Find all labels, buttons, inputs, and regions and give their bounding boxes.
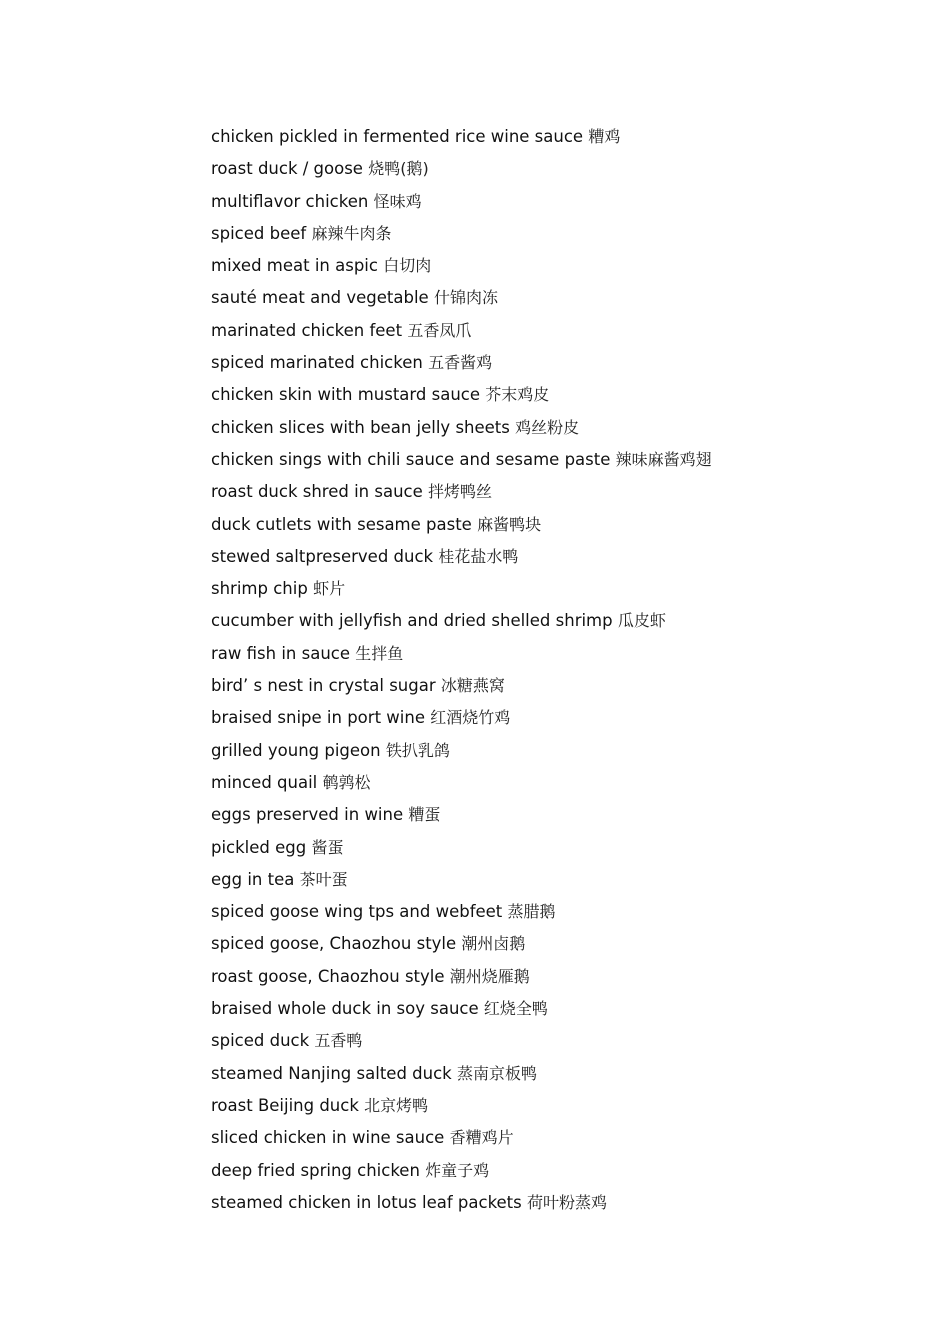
chinese-name: 辣味麻酱鸡翅 (615, 449, 712, 469)
list-item (211, 189, 911, 221)
english-name: spiced goose, Chaozhou style (211, 934, 457, 954)
list-item (211, 738, 911, 770)
chinese-name: 香糟鸡片 (449, 1128, 514, 1148)
chinese-name: 荷叶粉蒸鸡 (527, 1192, 608, 1212)
menu-list (211, 124, 911, 1222)
chinese-name: 瓜皮虾 (617, 611, 666, 631)
english-name: mixed meat in aspic (211, 256, 378, 276)
list-item (211, 253, 911, 285)
list-item (211, 447, 911, 479)
english-name: roast Beijing duck (211, 1095, 359, 1115)
chinese-name: 蒸南京板鸭 (456, 1063, 537, 1083)
list-item (211, 576, 911, 608)
chinese-name: 糟蛋 (408, 805, 441, 825)
chinese-name: 酱蛋 (311, 837, 344, 857)
chinese-name: 烧鸭(鹅) (368, 159, 429, 179)
chinese-name: 五香凤爪 (407, 320, 472, 340)
list-item (211, 867, 911, 899)
english-name: chicken pickled in fermented rice wine sauce (211, 127, 584, 146)
chinese-name: 桂花盐水鸭 (438, 546, 519, 566)
english-name: deep fried spring chicken (211, 1160, 420, 1180)
english-name: marinated chicken feet (211, 320, 403, 340)
list-item (211, 124, 911, 156)
chinese-name: 糟鸡 (588, 127, 621, 146)
english-name: minced quail (211, 772, 318, 792)
english-name: chicken skin with mustard sauce (211, 385, 481, 405)
english-name: roast duck / goose (211, 159, 363, 179)
english-name: duck cutlets with sesame paste (211, 514, 472, 534)
list-item (211, 673, 911, 705)
english-name: spiced beef (211, 223, 307, 243)
chinese-name: 红酒烧竹鸡 (430, 708, 511, 728)
list-item (211, 835, 911, 867)
english-name: grilled young pigeon (211, 740, 381, 760)
english-name: roast duck shred in sauce (211, 482, 423, 502)
list-item (211, 318, 911, 350)
english-name: eggs preserved in wine (211, 805, 404, 825)
chinese-name: 冰糖燕窝 (440, 676, 505, 696)
chinese-name: 潮州卤鹅 (461, 934, 526, 954)
english-name: sauté meat and vegetable (211, 288, 429, 308)
english-name: braised whole duck in soy sauce (211, 999, 479, 1019)
chinese-name: 炸童子鸡 (425, 1160, 490, 1180)
list-item (211, 1125, 911, 1157)
chinese-name: 潮州烧雁鹅 (449, 966, 530, 986)
english-name: chicken slices with bean jelly sheets (211, 417, 510, 437)
chinese-name: 什锦肉冻 (433, 288, 498, 308)
english-name: braised snipe in port wine (211, 708, 425, 728)
chinese-name: 北京烤鸭 (364, 1095, 429, 1115)
list-item (211, 1158, 911, 1190)
english-name: stewed saltpreserved duck (211, 546, 434, 566)
chinese-name: 五香鸭 (314, 1031, 363, 1051)
chinese-name: 怪味鸡 (373, 191, 422, 211)
english-name: steamed Nanjing salted duck (211, 1063, 452, 1083)
list-item (211, 382, 911, 414)
chinese-name: 麻辣牛肉条 (311, 223, 392, 243)
chinese-name: 茶叶蛋 (299, 869, 348, 889)
list-item (211, 1028, 911, 1060)
chinese-name: 白切肉 (383, 256, 432, 276)
chinese-name: 芥末鸡皮 (485, 385, 550, 405)
chinese-name: 鹌鹑松 (322, 772, 371, 792)
english-name: egg in tea (211, 869, 295, 889)
list-item (211, 415, 911, 447)
list-item (211, 285, 911, 317)
english-name: roast goose, Chaozhou style (211, 966, 445, 986)
english-name: raw fish in sauce (211, 643, 351, 663)
chinese-name: 蒸腊鹅 (507, 902, 556, 922)
list-item (211, 512, 911, 544)
list-item (211, 996, 911, 1028)
list-item (211, 931, 911, 963)
english-name: spiced duck (211, 1031, 310, 1051)
chinese-name: 拌烤鸭丝 (428, 482, 493, 502)
english-name: bird’ s nest in crystal sugar (211, 676, 436, 696)
list-item (211, 350, 911, 382)
english-name: shrimp chip (211, 579, 308, 599)
chinese-name: 五香酱鸡 (428, 353, 493, 373)
list-item (211, 1061, 911, 1093)
list-item (211, 221, 911, 253)
english-name: steamed chicken in lotus leaf packets (211, 1192, 522, 1212)
list-item (211, 544, 911, 576)
english-name: spiced marinated chicken (211, 353, 423, 373)
chinese-name: 红烧全鸭 (483, 999, 548, 1019)
list-item (211, 479, 911, 511)
list-item (211, 1190, 911, 1222)
chinese-name: 鸡丝粉皮 (515, 417, 580, 437)
chinese-name: 虾片 (313, 579, 346, 599)
list-item (211, 705, 911, 737)
list-item (211, 641, 911, 673)
english-name: multiflavor chicken (211, 191, 369, 211)
list-item (211, 1093, 911, 1125)
list-item (211, 964, 911, 996)
list-item (211, 899, 911, 931)
list-item (211, 770, 911, 802)
chinese-name: 铁扒乳鸽 (385, 740, 450, 760)
english-name: cucumber with jellyfish and dried shelled shrimp (211, 611, 613, 631)
list-item (211, 608, 911, 640)
english-name: chicken sings with chili sauce and sesame paste (211, 449, 611, 469)
list-item (211, 802, 911, 834)
chinese-name: 生拌鱼 (355, 643, 404, 663)
list-item (211, 156, 911, 188)
english-name: pickled egg (211, 837, 307, 857)
english-name: spiced goose wing tps and webfeet (211, 902, 503, 922)
chinese-name: 麻酱鸭块 (477, 514, 542, 534)
english-name: sliced chicken in wine sauce (211, 1128, 445, 1148)
